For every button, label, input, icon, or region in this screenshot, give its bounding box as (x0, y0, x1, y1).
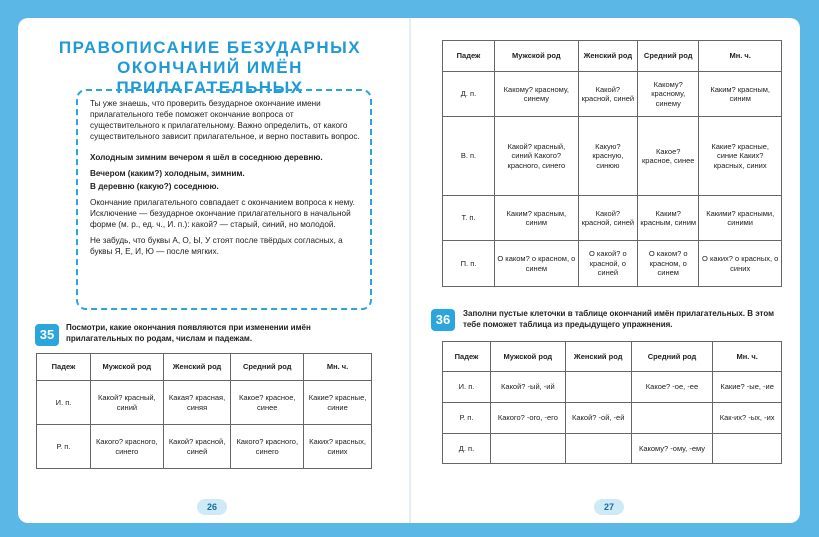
table-cell: Какому? красному, синему (495, 72, 579, 117)
col-header: Мн. ч. (713, 342, 782, 372)
answer-cell[interactable] (631, 403, 713, 434)
rule-example-2: Вечером (каким?) холодным, зимним. (90, 169, 245, 178)
table-cell: И. п. (37, 381, 91, 425)
exercise-35-task: Посмотри, какие окончания появляются при изменении имён прилагательных по родам, числам и падежам. (66, 323, 311, 343)
col-header: Мн. ч. (699, 41, 782, 72)
table-cell: Р. п. (443, 403, 491, 434)
title-line-1: ПРАВОПИСАНИЕ БЕЗУДАРНЫХ (58, 38, 362, 57)
table-cell: Какой? красной, синей (163, 425, 231, 469)
table-cell: Какое? красное, синее (638, 117, 699, 196)
col-header: Падеж (37, 354, 91, 381)
answer-cell[interactable] (565, 372, 631, 403)
table-cell: Какому? -ому, -ему (631, 434, 713, 464)
rule-paragraph-1: Ты уже знаешь, что проверить безударное окончание имени прилагательного тебе поможет окончание вопроса от существительного к прилагательному. Важно определить, от какого существительного зависит прилагательное, и верно поставить вопрос. (90, 99, 360, 141)
table-cell: Какими? красными, синими (699, 196, 782, 241)
exercise-35-number: 35 (35, 324, 59, 346)
table-cell: И. п. (443, 372, 491, 403)
rule-box (76, 89, 372, 310)
col-header: Падеж (443, 342, 491, 372)
table-cell: Каких? красных, синих (304, 425, 372, 469)
table-row (443, 241, 782, 287)
table-cell: Какие? -ые, -ие (713, 372, 782, 403)
table-cell: Какой? красной, синей (578, 196, 637, 241)
col-header: Мужской род (491, 342, 566, 372)
table-cell: Какой? -ой, -ей (565, 403, 631, 434)
table-cell: Каким? красным, синим (638, 196, 699, 241)
table-row (443, 403, 782, 434)
title-line-2: ОКОНЧАНИЙ ИМЁН ПРИЛАГАТЕЛЬНЫХ (116, 58, 304, 97)
table-row (443, 434, 782, 464)
table-cell: Какому? красному, синему (638, 72, 699, 117)
table-35 (36, 353, 372, 469)
table-cell: Каким? красным, синим (495, 196, 579, 241)
table-top-header (443, 41, 782, 72)
table-cell: В. п. (443, 117, 495, 196)
col-header: Мн. ч. (304, 354, 372, 381)
table-cell: Какую? красную, синюю (578, 117, 637, 196)
table-cell: Какие? красные, синие Каких? красных, синих (699, 117, 782, 196)
table-top (442, 40, 782, 287)
rule-example-3: В деревню (какую?) соседнюю. (90, 182, 219, 191)
rule-paragraph-3: Не забудь, что буквы А, О, Ы, У стоят после твёрдых согласных, а буквы Я, Е, И, Ю — после мягких. (90, 236, 343, 256)
page-number-left: 26 (197, 499, 227, 515)
col-header: Мужской род (495, 41, 579, 72)
page-number-right: 27 (594, 499, 624, 515)
answer-cell[interactable] (713, 434, 782, 464)
table-cell: Р. п. (37, 425, 91, 469)
table-cell: Какой? красный, синий Какого? красного, синего (495, 117, 579, 196)
table-cell: Какого? красного, синего (231, 425, 304, 469)
col-header: Женский род (578, 41, 637, 72)
table-cell: О какой? о красной, о синей (578, 241, 637, 287)
table-cell: Какое? красное, синее (231, 381, 304, 425)
table-cell: Каким? красным, синим (699, 72, 782, 117)
table-cell: Д. п. (443, 72, 495, 117)
table-row (37, 425, 372, 469)
table-row (443, 372, 782, 403)
rule-paragraph-2: Окончание прилагательного совпадает с окончанием вопроса к нему. Исключение — безударное окончание прилагательного в начальной форме (м. р., ед. ч., И. п.): какой? — старый, синий, но молодой. (90, 198, 355, 229)
col-header: Средний род (231, 354, 304, 381)
col-header: Средний род (638, 41, 699, 72)
table-cell: О каких? о красных, о синих (699, 241, 782, 287)
answer-cell[interactable] (491, 434, 566, 464)
table-row (443, 117, 782, 196)
exercise-36-task: Заполни пустые клеточки в таблице окончаний имён прилагательных. В этом тебе поможет таблица из предыдущего упражнения. (463, 309, 775, 329)
table-36-header (443, 342, 782, 372)
table-cell: Какой? красной, синей (578, 72, 637, 117)
col-header: Мужской род (91, 354, 164, 381)
table-cell: Д. п. (443, 434, 491, 464)
table-row (37, 381, 372, 425)
table-cell: Какой? -ый, -ий (491, 372, 566, 403)
table-cell: Как-их? -ых, -их (713, 403, 782, 434)
answer-cell[interactable] (565, 434, 631, 464)
col-header: Женский род (163, 354, 231, 381)
col-header: Падеж (443, 41, 495, 72)
table-cell: О каком? о красном, о синем (495, 241, 579, 287)
table-36 (442, 341, 782, 464)
table-row (443, 72, 782, 117)
table-cell: Какие? красные, синие (304, 381, 372, 425)
col-header: Средний род (631, 342, 713, 372)
page-gutter (409, 18, 411, 523)
table-cell: Какого? красного, синего (91, 425, 164, 469)
col-header: Женский род (565, 342, 631, 372)
table-cell: Т. п. (443, 196, 495, 241)
table-35-header (37, 354, 372, 381)
exercise-36-number: 36 (431, 309, 455, 331)
table-row (443, 196, 782, 241)
table-cell: Какая? красная, синяя (163, 381, 231, 425)
table-cell: Какой? красный, синий (91, 381, 164, 425)
table-cell: Какое? -ое, -ее (631, 372, 713, 403)
rule-example-1: Холодным зимним вечером я шёл в соседнюю деревню. (90, 153, 323, 162)
table-cell: Какого? -ого, -его (491, 403, 566, 434)
table-cell: П. п. (443, 241, 495, 287)
table-cell: О каком? о красном, о синем (638, 241, 699, 287)
